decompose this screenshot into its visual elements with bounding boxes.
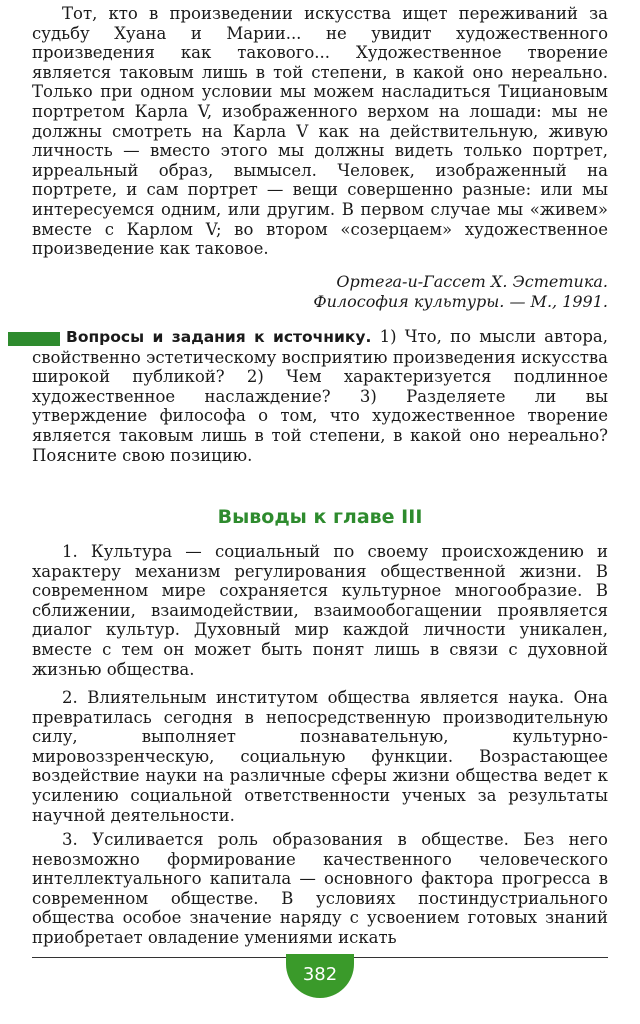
questions-heading: Вопросы и задания к источнику. [66, 328, 372, 346]
conclusion-paragraph-1: 1. Культура — социальный по своему происхождению и характеру механизм регулирования общественной жизни. В современном мире сохраняется культурное многообразие. В сближении, взаимодействии, взаимообогащении проявляется диалог культур. Духовный мир каждой личности уникален, вместе с тем он может быть понят лишь в связи с духовной жизнью общества. [32, 542, 608, 679]
source-citation [48, 272, 608, 311]
citation-line-2: Философия культуры. — М., 1991. [313, 291, 608, 311]
page-number-badge: 382 [286, 954, 354, 998]
conclusion-paragraph-2: 2. Влиятельным институтом общества является наука. Она превратилась сегодня в непосредственную производительную силу, выполняет познавательную, культурно-мировоззренческую, социальную функции. Возрастающее воздействие науки на различные сферы жизни общества ведет к усилению социальной ответственности ученых за результаты научной деятельности. [32, 688, 608, 825]
questions-text: 1) Что, по мысли автора, свойственно эстетическому восприятию произведения искусства широкой публикой? 2) Чем характеризуется подлинное художественное наслаждение? 3) Разделяете ли вы утверждение философа о том, что художественное творение является таковым лишь в той степени, в какой оно нереально? Поясните свою позицию. [32, 327, 608, 465]
source-quote: Тот, кто в произведении искусства ищет переживаний за судьбу Хуана и Марии... не увидит художественного произведения как такового... Художественное творение является таковым лишь в той степени, в какой оно нереально. Только при одном условии мы можем насладиться Тициановым портретом Карла V, изображенного верхом на лошади: мы не должны смотреть на Карла V как на действительную, живую личность — вместо этого мы должны видеть только портрет, ирреальный образ, вымысел. Человек, изображенный на портрете, и сам портрет — вещи совершенно разные: или мы интересуемся одним, или другим. В первом случае мы «живем» вместе с Карлом V; во втором «созерцаем» художественное произведение как таковое. [32, 4, 608, 259]
conclusion-paragraph-3: 3. Усиливается роль образования в обществе. Без него невозможно формирование качественного человеческого интеллектуального капитала — основного фактора прогресса в современном обществе. В условиях постиндустриального общества особое значение наряду с усвоением готовых знаний приобретает овладение умениями искать [32, 830, 608, 947]
section-heading: Выводы к главе III [217, 506, 423, 528]
citation-line-1: Ортега-и-Гассет Х. Эстетика. [336, 272, 608, 291]
questions-block [32, 327, 608, 465]
